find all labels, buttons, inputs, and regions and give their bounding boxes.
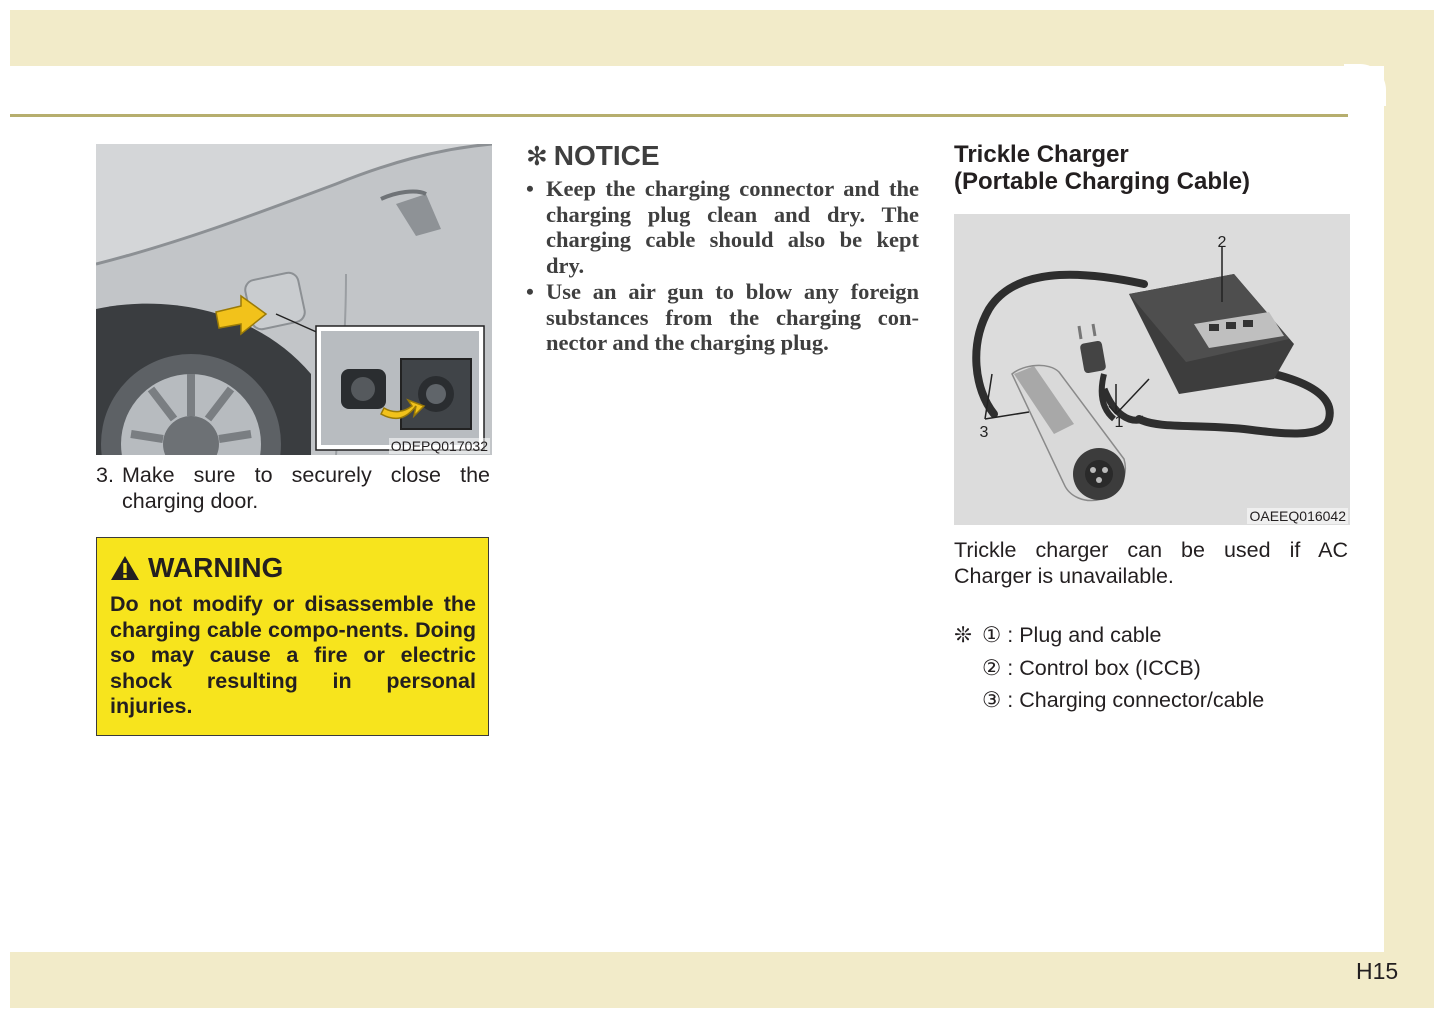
trickle-description: Trickle charger can be used if AC Charger is unavailable. <box>954 538 1348 588</box>
callout-1: 1 <box>1114 414 1124 431</box>
callout-3: 3 <box>979 424 989 441</box>
legend-marker: ② <box>982 655 1002 680</box>
legend-text: : Plug and cable <box>1007 623 1162 647</box>
trickle-charger-heading <box>954 141 1250 195</box>
warning-text: Do not modify or disassemble the charging cable compo-nents. Doing so may cause a fire or electric shock resulting in personal injuries. <box>110 592 476 718</box>
notice-item <box>526 176 919 279</box>
page-frame-top <box>10 10 1434 66</box>
legend-row <box>954 619 1264 652</box>
charging-cable-illustration <box>954 214 1350 525</box>
step-3 <box>96 462 490 514</box>
legend-text: : Control box (ICCB) <box>1007 655 1201 680</box>
notice-item-text: Keep the charging connector and the charging plug clean and dry. The charging cable should also be kept dry. <box>546 176 919 279</box>
callout-2: 2 <box>1217 234 1227 251</box>
legend-marker: ① <box>982 623 1002 647</box>
page-number: H15 <box>1356 958 1399 984</box>
legend-marker: ③ <box>982 688 1002 712</box>
notice-item-text: Use an air gun to blow any foreign substances from the charging con-nector and the charging plug. <box>546 278 919 356</box>
figure-code: ODEPQ017032 <box>390 438 488 454</box>
warning-triangle-icon <box>110 555 140 581</box>
notice-heading <box>526 140 660 172</box>
notice-asterisk-icon: ✻ <box>526 140 548 171</box>
notice-title: NOTICE <box>553 140 660 171</box>
warning-heading <box>110 552 283 584</box>
header-rule <box>10 114 1348 117</box>
step-text: Make sure to securely close the charging door. <box>122 463 490 513</box>
bullet: • <box>526 176 534 201</box>
page-frame-bottom <box>10 952 1434 1008</box>
charging-door-figure <box>96 144 492 455</box>
heading-line-1: Trickle Charger <box>954 141 1129 168</box>
heading-line-2: (Portable Charging Cable) <box>954 168 1251 195</box>
legend-text: : Charging connector/cable <box>1007 688 1265 712</box>
trickle-charger-figure <box>954 214 1350 525</box>
step-number: 3. <box>96 463 114 487</box>
bullet: • <box>526 278 534 304</box>
figure-code: OAEEQ016042 <box>1249 508 1346 524</box>
page-frame-corner <box>1344 64 1386 106</box>
page-frame-right <box>1384 10 1434 1008</box>
car-illustration <box>96 144 492 455</box>
legend-row <box>954 652 1264 685</box>
notice-list <box>526 176 919 356</box>
warning-box <box>96 537 489 736</box>
legend-asterisk-icon: ❊ <box>954 623 973 647</box>
component-legend <box>954 619 1264 717</box>
warning-title: WARNING <box>148 552 284 583</box>
notice-item <box>526 279 919 356</box>
legend-row <box>954 684 1264 717</box>
